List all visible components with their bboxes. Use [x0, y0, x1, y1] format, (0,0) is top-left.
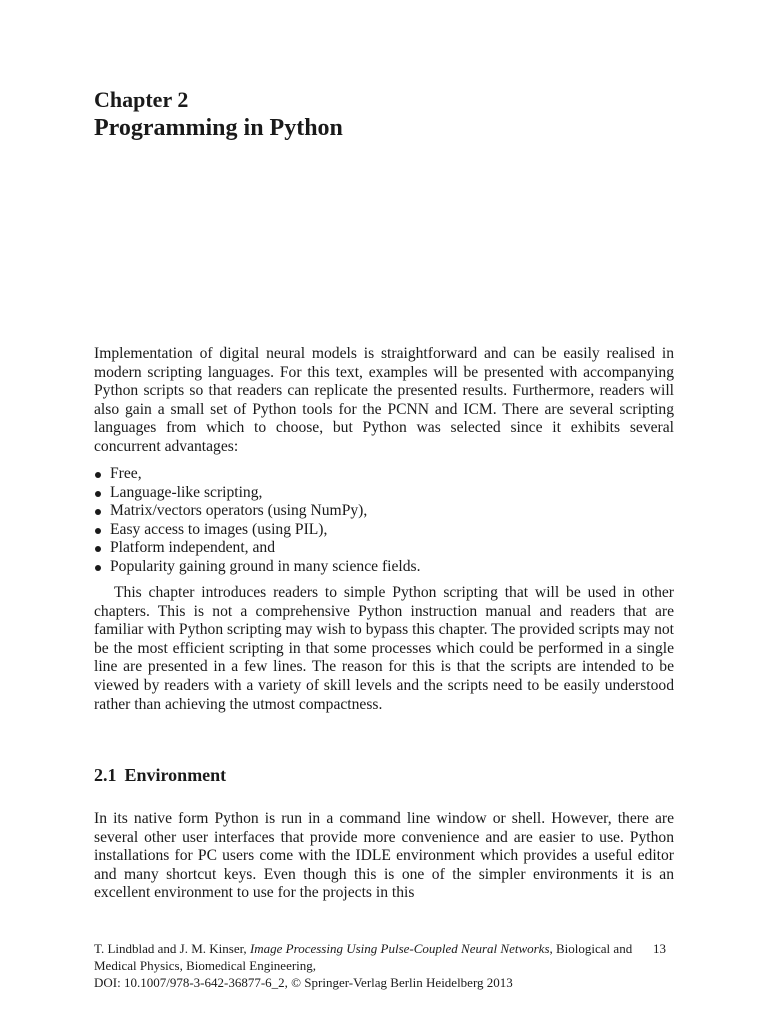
citation-series: , Biological and Medical Physics, Biomedical Engineering,: [94, 941, 633, 973]
list-item: Matrix/vectors operators (using NumPy),: [94, 502, 674, 521]
section-title: Environment: [124, 765, 227, 785]
list-item: Language-like scripting,: [94, 484, 674, 503]
chapter-label: Chapter 2: [94, 87, 189, 112]
list-item: Free,: [94, 465, 674, 484]
advantages-list: [94, 465, 674, 577]
section-heading: [94, 764, 226, 786]
list-item: Easy access to images (using PIL),: [94, 521, 674, 540]
citation-authors: T. Lindblad and J. M. Kinser,: [94, 941, 247, 956]
chapter-title: Programming in Python: [94, 115, 343, 141]
intro-paragraph: Implementation of digital neural models is straightforward and can be easily realised in modern scripting languages. For this text, examples will be presented with accompanying Python scripts so that readers can replicate the presented results. Furthermore, readers will also gain a small set of Python tools for the PCNN and ICM. There are several scripting languages from which to choose, but Python was selected since it exhibits several concurrent advantages:: [94, 345, 674, 455]
page-number: 13: [653, 941, 666, 956]
section-number: 2.1: [94, 765, 117, 785]
citation-line-1: [94, 940, 674, 974]
list-item: Platform independent, and: [94, 539, 674, 558]
section-paragraph: In its native form Python is run in a command line window or shell. However, there are several other user interfaces that provide more convenience and are easier to use. Python installations for PC users come with the IDLE environment which provides a useful editor and many shortcut keys. Even though this is one of the simpler environments it is an excellent environment to use for the projects in this: [94, 810, 674, 902]
citation-book-title: Image Processing Using Pulse-Coupled Neural Networks: [249, 941, 550, 956]
list-item: Popularity gaining ground in many science fields.: [94, 558, 674, 577]
citation-doi: DOI: 10.1007/978-3-642-36877-6_2, © Springer-Verlag Berlin Heidelberg 2013: [94, 975, 513, 990]
second-paragraph: This chapter introduces readers to simple Python scripting that will be used in other chapters. This is not a comprehensive Python instruction manual and readers that are familiar with Python scripting may wish to bypass this chapter. The provided scripts may not be the most efficient scripting in that some processes which could be performed in a single line are presented in a few lines. The reason for this is that the scripts are intended to be viewed by readers with a variety of skill levels and the scripts need to be easily understood rather than achieving the utmost compactness.: [94, 584, 674, 713]
footer-citation: [94, 940, 674, 991]
